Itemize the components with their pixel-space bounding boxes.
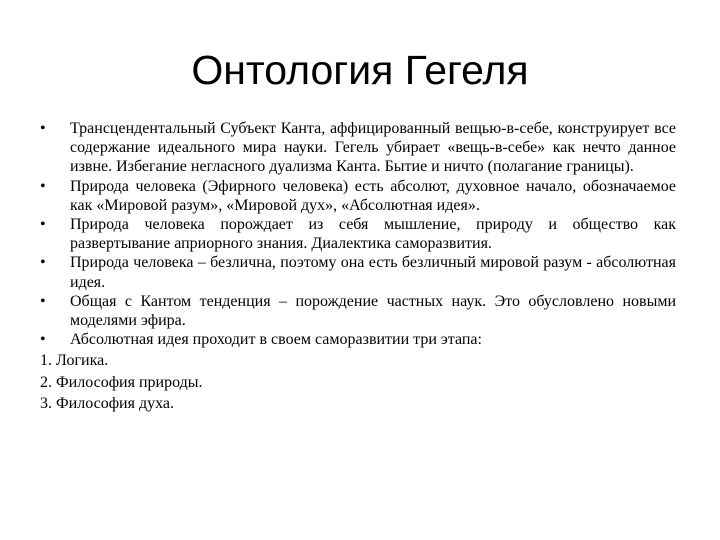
bullet-icon: •: [40, 254, 46, 272]
bullet-icon: •: [40, 177, 46, 195]
bullet-icon: •: [40, 120, 46, 137]
bullet-text: Природа человека (Эфирного человека) есть абсолют, духовное начало, обозначаемое как «Мировой разум», «Мировой дух», «Абсолютная идея».: [70, 177, 676, 214]
bullet-item-6: [40, 330, 676, 349]
numbered-item-1: 1. Логика.: [40, 352, 109, 370]
numbered-item-3: 3. Философия духа.: [40, 394, 175, 412]
bullet-item-5: [40, 292, 676, 330]
bullet-item-1: [40, 119, 676, 177]
bullet-icon: •: [40, 292, 46, 310]
bullet-icon: •: [40, 216, 46, 234]
bullet-text: Общая с Кантом тенденция – порождение частных наук. Это обусловлено новыми моделями эфира.: [70, 292, 676, 330]
bullet-text: Природа человека порождает из себя мышление, природу и общество как развертывание априорного знания. Диалектика саморазвития.: [70, 216, 676, 253]
bullet-text: Абсолютная идея проходит в своем саморазвитии три этапа:: [70, 331, 482, 349]
slide-content: [40, 119, 676, 413]
bullet-item-3: [40, 215, 676, 253]
bullet-item-2: [40, 177, 676, 215]
bullet-text: Трансцендентальный Субъект Канта, аффицированный вещью-в-себе, конструирует все содержание идеального мира науки. Гегель убирает «вещь-в-себе» как нечто данное извне. Избегание негласного дуализма Канта. Бытие и ничто (полагание границы).: [70, 120, 676, 176]
slide-title: Онтология Гегеля: [191, 47, 529, 93]
bullet-item-4: [40, 253, 676, 291]
bullet-text: Природа человека – безлична, поэтому она есть безличный мировой разум - абсолютная идея.: [70, 254, 676, 291]
numbered-item-2: 2. Философия природы.: [40, 373, 203, 391]
bullet-icon: •: [40, 331, 46, 349]
